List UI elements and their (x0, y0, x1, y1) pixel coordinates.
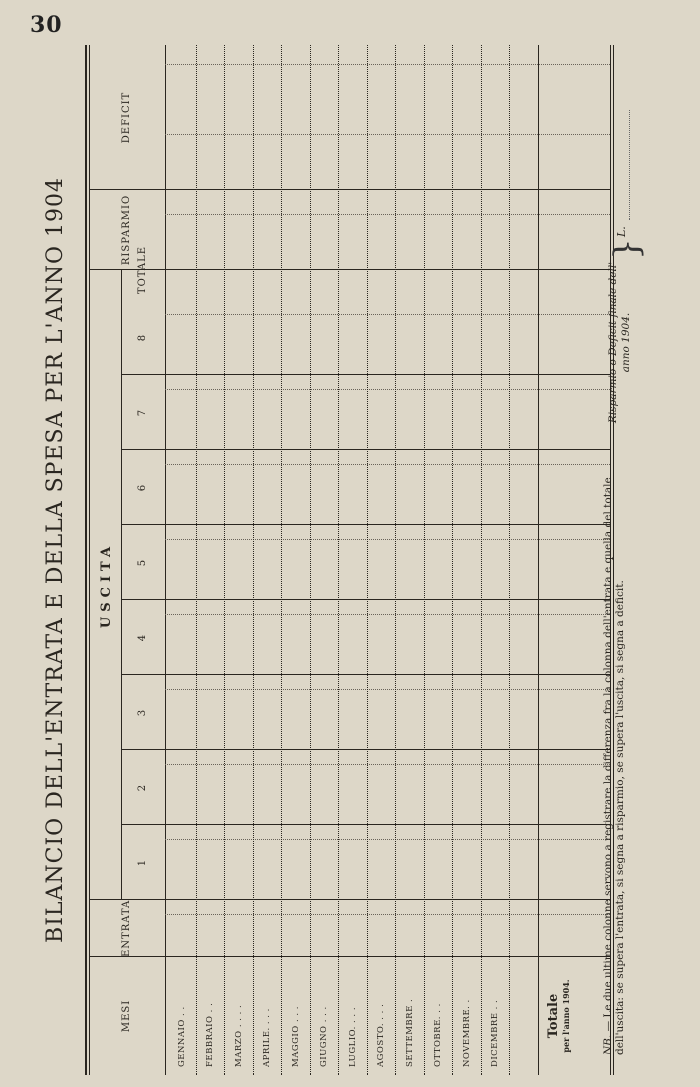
header-bottom-rule (165, 45, 166, 1075)
cents-divider-6 (165, 464, 610, 465)
month-label-giugno: GIUGNO . . . (319, 1006, 329, 1067)
table-top-rule-thin (89, 45, 90, 1075)
month-label-dicembre: DICEMBRE . . (490, 999, 500, 1067)
col-header-entrata: ENTRATA (121, 899, 132, 957)
month-label-marzo: MARZO . . . . (234, 1004, 244, 1067)
final-balance-label: Risparmio o Deficit finale dell' anno 1904. (607, 261, 632, 424)
row-rule (253, 45, 254, 1075)
col-header-uscita-4: 4 (137, 633, 148, 642)
col-divider-entrata (89, 899, 610, 900)
row-rule (452, 45, 453, 1075)
cents-divider-4 (165, 614, 610, 615)
table-top-rule (85, 45, 87, 1075)
total-sublabel: per l'anno 1904. (561, 979, 571, 1053)
cents-divider-5 (165, 539, 610, 540)
cents-divider-3 (165, 689, 610, 690)
col-group-header-uscita: USCITA (99, 541, 114, 629)
cents-divider-7 (165, 389, 610, 390)
page-number: 30 (30, 12, 63, 38)
total-label: Totale (546, 993, 561, 1039)
col-header-uscita-1: 1 (137, 858, 148, 867)
rotated-page-area (25, 45, 670, 1075)
uscita-group-rule (121, 270, 122, 900)
col-header-uscita-7: 7 (137, 408, 148, 417)
month-label-aprile: APRILE. . . . (262, 1008, 272, 1067)
col-header-risparmio: RISPARMIO (121, 194, 132, 266)
month-label-maggio: MAGGIO . . . (291, 1006, 301, 1067)
col-divider-4 (121, 599, 610, 600)
final-balance-currency: L. (615, 226, 628, 237)
col-header-mesi: MESI (121, 999, 132, 1033)
row-rule (509, 45, 510, 1075)
month-label-settembre: SETTEMBRE . (405, 998, 415, 1067)
cents-divider-entrata (165, 914, 610, 915)
cents-divider-risparmio (165, 134, 610, 135)
footnote-prefix: NB. — (602, 1020, 614, 1055)
row-rule (424, 45, 425, 1075)
month-label-luglio: LUGLIO. . . . (348, 1006, 358, 1067)
col-divider-6 (121, 449, 610, 450)
col-header-deficit: DEFICIT (121, 91, 132, 144)
col-divider-7 (121, 374, 610, 375)
month-label-novembre: NOVEMBRE. . (462, 999, 472, 1067)
row-rule (310, 45, 311, 1075)
col-header-uscita-2: 2 (137, 783, 148, 792)
page-title: BILANCIO DELL'ENTRATA E DELLA SPESA PER L'ANNO 1904 (43, 177, 68, 943)
month-label-ottobre: OTTOBRE. . . (433, 1003, 443, 1067)
row-rule (281, 45, 282, 1075)
col-header-uscita-5: 5 (137, 558, 148, 567)
cents-divider-2 (165, 764, 610, 765)
col-divider-3 (121, 674, 610, 675)
month-label-agosto: AGOSTO. . . . (376, 1003, 386, 1067)
cents-divider-8 (165, 314, 610, 315)
cents-divider-totale (165, 214, 610, 215)
cents-divider-deficit (165, 64, 610, 65)
month-label-febbraio: FEBBRAIO . . (205, 1002, 215, 1067)
brace-icon: } (607, 238, 647, 260)
col-divider-mesi (89, 956, 610, 957)
col-divider-5 (121, 524, 610, 525)
final-balance-line (629, 110, 630, 220)
ledger-sheet (25, 45, 670, 1075)
col-header-uscita-6: 6 (137, 483, 148, 492)
row-rule (481, 45, 482, 1075)
cents-divider-1 (165, 839, 610, 840)
col-divider-2 (121, 749, 610, 750)
row-rule (338, 45, 339, 1075)
col-divider-totale (89, 269, 610, 270)
row-rule (224, 45, 225, 1075)
col-divider-1 (121, 824, 610, 825)
footnote (602, 445, 626, 1055)
landscape-sheet (25, 45, 670, 1075)
row-rule (196, 45, 197, 1075)
row-rule (395, 45, 396, 1075)
row-rule (367, 45, 368, 1075)
footnote-text: Le due ultime colonne servono a registrare la differenza fra la colonna dell'entrata e quella del totale dell'uscita: se supera l'entrata, si segna a risparmio, se supera l'uscita, si segna a deficit. (602, 477, 626, 1055)
col-header-uscita-3: 3 (137, 708, 148, 717)
col-header-uscita-8: 8 (137, 333, 148, 342)
total-row-label (546, 957, 571, 1075)
col-header-totale: TOTALE (137, 245, 148, 295)
col-divider-risparmio (89, 189, 610, 190)
month-label-gennaio: GENNAIO . . (177, 1006, 187, 1067)
total-row-rule (538, 45, 539, 1075)
